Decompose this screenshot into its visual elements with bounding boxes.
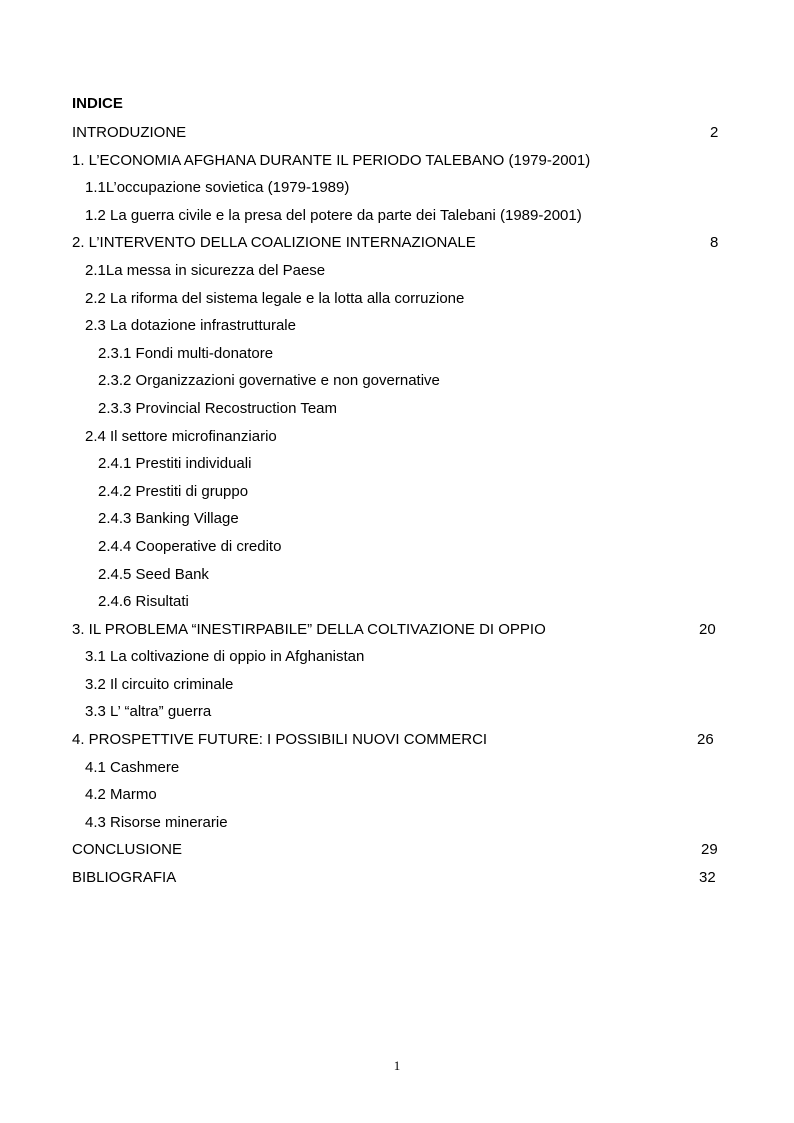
toc-entry-label: 2.4.2 Prestiti di gruppo [98, 482, 249, 500]
toc-entry-page: 26 [697, 731, 714, 749]
toc-entry-label: 2.3 La dotazione infrastrutturale [85, 317, 296, 335]
toc-entry-label: 3.1 La coltivazione di oppio in Afghanistan [85, 648, 365, 666]
page-number: 1 [393, 1058, 401, 1073]
toc-entry-2-3-2[interactable] [72, 367, 732, 395]
toc-entry-2-2[interactable] [72, 285, 732, 313]
toc-entry-label: 3.2 Il circuito criminale [85, 675, 234, 693]
toc-entry-3-1[interactable] [72, 643, 732, 671]
toc-entry-page: 20 [699, 620, 716, 638]
toc-entry-label: INTRODUZIONE [72, 124, 187, 141]
toc-entry-4-1[interactable] [72, 754, 732, 782]
toc-entry-chapter-1[interactable] [72, 147, 732, 175]
toc-entry-label: 3.3 L’ “altra” guerra [85, 703, 212, 721]
toc-entry-2-4-1[interactable] [72, 450, 732, 478]
toc-entry-page: 2 [710, 124, 719, 141]
toc-entry-2-4-4[interactable] [72, 533, 732, 561]
table-of-contents [72, 119, 732, 892]
toc-entry-label: 4.2 Marmo [85, 786, 157, 804]
toc-entry-label: 1.2 La guerra civile e la presa del potere da parte dei Talebani (1989-2001) [85, 206, 582, 224]
toc-entry-label: 2.3.2 Organizzazioni governative e non governative [98, 372, 440, 390]
toc-entry-page: 29 [701, 841, 718, 859]
toc-entry-4-3[interactable] [72, 809, 732, 837]
toc-entry-2-3-1[interactable] [72, 340, 732, 368]
toc-entry-page: 32 [699, 869, 716, 887]
toc-entry-4-2[interactable] [72, 781, 732, 809]
toc-entry-label: 2.2 La riforma del sistema legale e la lotta alla corruzione [85, 289, 465, 307]
toc-entry-3-3[interactable] [72, 698, 732, 726]
toc-entry-2-3-3[interactable] [72, 395, 732, 423]
toc-entry-conclusione[interactable] [72, 836, 732, 864]
toc-entry-label: 4.3 Risorse minerarie [85, 813, 228, 831]
toc-entry-2-4-2[interactable] [72, 478, 732, 506]
toc-entry-label: 4.1 Cashmere [85, 758, 180, 776]
toc-entry-label: 2.4.3 Banking Village [98, 510, 239, 528]
toc-entry-label: 1.1L’occupazione sovietica (1979-1989) [85, 179, 350, 197]
toc-entry-chapter-2[interactable] [72, 229, 732, 257]
toc-entry-introduzione[interactable] [72, 119, 732, 147]
toc-entry-label: 2.4.6 Risultati [98, 593, 189, 611]
toc-entry-1-1[interactable] [72, 174, 732, 202]
toc-entry-label: 4. PROSPETTIVE FUTURE: I POSSIBILI NUOVI COMMERCI [72, 731, 488, 749]
toc-entry-2-4-5[interactable] [72, 561, 732, 589]
toc-entry-label: 2.4 Il settore microfinanziario [85, 427, 277, 445]
toc-entry-1-2[interactable] [72, 202, 732, 230]
toc-entry-2-1[interactable] [72, 257, 732, 285]
toc-entry-label: 3. IL PROBLEMA “INESTIRPABILE” DELLA COLTIVAZIONE DI OPPIO [72, 620, 546, 638]
toc-entry-chapter-3[interactable] [72, 616, 732, 644]
toc-entry-label: 2.4.4 Cooperative di credito [98, 537, 282, 555]
toc-entry-bibliografia[interactable] [72, 864, 732, 892]
toc-entry-label: 2. L’INTERVENTO DELLA COALIZIONE INTERNAZIONALE [72, 234, 476, 252]
toc-entry-label: BIBLIOGRAFIA [72, 869, 177, 887]
toc-entry-2-4-3[interactable] [72, 505, 732, 533]
toc-entry-chapter-4[interactable] [72, 726, 732, 754]
toc-entry-label: 2.1La messa in sicurezza del Paese [85, 261, 326, 279]
toc-entry-2-3[interactable] [72, 312, 732, 340]
toc-heading: INDICE [72, 95, 123, 112]
toc-entry-3-2[interactable] [72, 671, 732, 699]
toc-entry-2-4-6[interactable] [72, 588, 732, 616]
toc-entry-label: 2.3.3 Provincial Recostruction Team [98, 399, 338, 417]
toc-entry-label: CONCLUSIONE [72, 841, 183, 859]
toc-entry-label: 2.4.5 Seed Bank [98, 565, 209, 583]
toc-entry-label: 1. L’ECONOMIA AFGHANA DURANTE IL PERIODO TALEBANO (1979-2001) [72, 151, 591, 169]
toc-entry-label: 2.4.1 Prestiti individuali [98, 455, 252, 473]
toc-entry-2-4[interactable] [72, 423, 732, 451]
toc-entry-label: 2.3.1 Fondi multi-donatore [98, 344, 274, 362]
toc-entry-page: 8 [710, 234, 719, 252]
